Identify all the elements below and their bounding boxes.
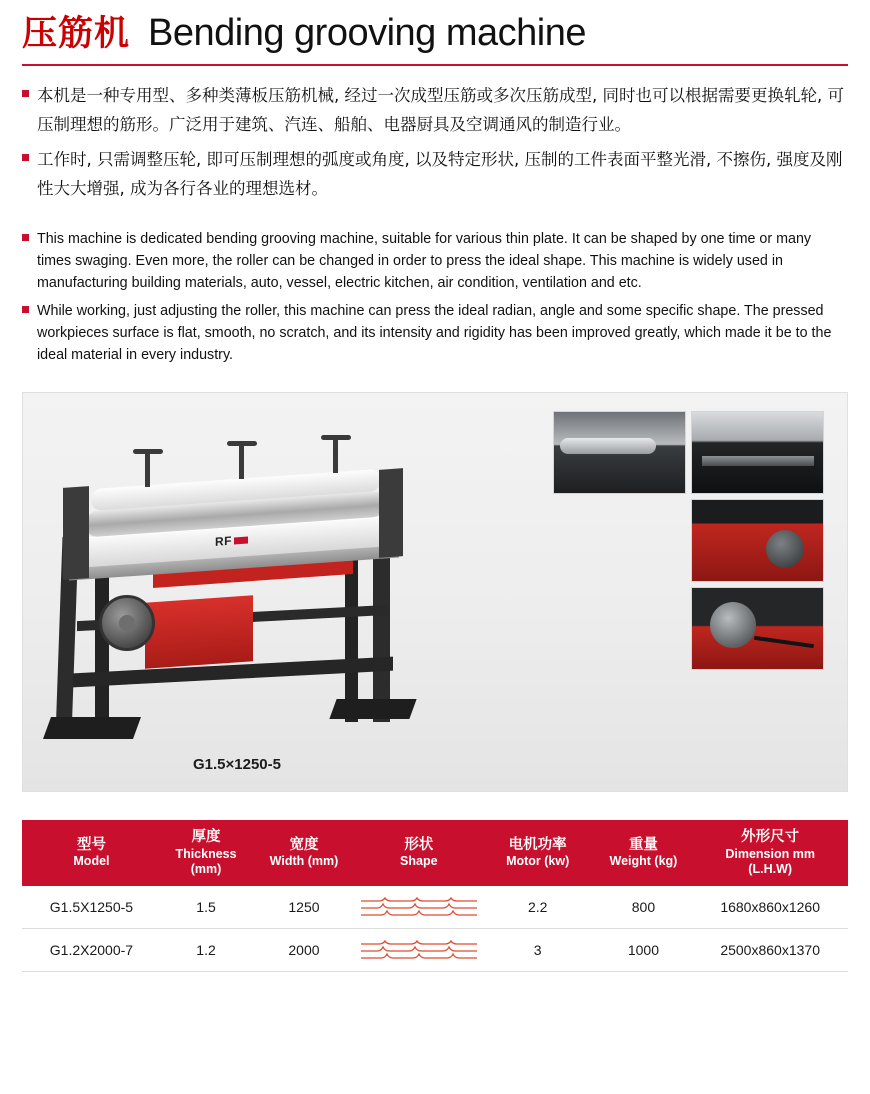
cell-weight: 800 bbox=[595, 886, 693, 929]
bullet-square-icon bbox=[22, 154, 29, 161]
cell-thickness: 1.2 bbox=[161, 928, 251, 971]
product-photo-panel bbox=[22, 392, 848, 792]
col-motor-en: Motor (kw) bbox=[506, 854, 570, 869]
wave-profile-icon bbox=[359, 939, 479, 961]
cell-dimension: 1680x860x1260 bbox=[692, 886, 848, 929]
machine-foot-left bbox=[43, 717, 141, 739]
col-weight-cn: 重量 bbox=[628, 837, 658, 854]
page-title-en: Bending grooving machine bbox=[148, 12, 586, 54]
machine-endplate-left bbox=[63, 487, 89, 581]
col-model-en: Model bbox=[73, 854, 110, 869]
col-width-cn: 宽度 bbox=[289, 837, 319, 854]
model-caption: G1.5×1250-5 bbox=[193, 756, 281, 774]
cell-width: 2000 bbox=[251, 928, 357, 971]
page-title-cn: 压筋机 bbox=[22, 14, 131, 54]
bullet-square-icon bbox=[22, 90, 29, 97]
cell-shape bbox=[357, 886, 481, 929]
machine-endplate-right bbox=[379, 469, 403, 559]
machine-handle-2 bbox=[239, 445, 244, 479]
col-model bbox=[22, 820, 161, 885]
col-weight bbox=[595, 820, 693, 885]
col-thickness-cn: 厚度 bbox=[191, 829, 221, 846]
machine-illustration bbox=[33, 417, 433, 747]
col-dimension-cn: 外形尺寸 bbox=[741, 829, 800, 846]
page-header bbox=[0, 0, 870, 52]
wave-profile-icon bbox=[359, 896, 479, 918]
col-width-en: Width (mm) bbox=[269, 854, 339, 869]
description-list-en bbox=[22, 228, 848, 367]
brand-logo-bar bbox=[234, 537, 248, 545]
bullet-square-icon bbox=[22, 234, 29, 241]
thumbnail-machine-side[interactable] bbox=[691, 411, 824, 494]
machine-handle-2-grip bbox=[227, 441, 257, 446]
col-thickness-unit: (mm) bbox=[190, 862, 222, 877]
cell-weight: 1000 bbox=[595, 928, 693, 971]
col-dimension-unit: (L.H.W) bbox=[748, 862, 793, 877]
specification-table bbox=[22, 820, 848, 971]
col-weight-en: Weight (kg) bbox=[609, 854, 678, 869]
col-thickness-en: Thickness bbox=[175, 846, 237, 861]
table-row bbox=[22, 928, 848, 971]
col-shape-cn: 形状 bbox=[404, 837, 434, 854]
thumbnail-roller-detail[interactable] bbox=[553, 411, 686, 494]
list-item bbox=[22, 146, 848, 204]
cell-width: 1250 bbox=[251, 886, 357, 929]
machine-leg-right bbox=[373, 532, 390, 722]
cell-thickness: 1.5 bbox=[161, 886, 251, 929]
col-width bbox=[251, 820, 357, 885]
table-header-row bbox=[22, 820, 848, 885]
col-motor-cn: 电机功率 bbox=[508, 837, 567, 854]
list-item bbox=[22, 300, 848, 366]
description-cn-2: 工作时, 只需调整压轮, 即可压制理想的弧度或角度, 以及特定形状, 压制的工件表面平整光滑, 不擦伤, 强度及刚性大大增强, 成为各行各业的理想选材。 bbox=[37, 149, 843, 198]
description-list-cn bbox=[22, 82, 848, 204]
col-thickness bbox=[161, 820, 251, 885]
cell-dimension: 2500x860x1370 bbox=[692, 928, 848, 971]
col-shape bbox=[357, 820, 481, 885]
machine-handle-3 bbox=[333, 439, 338, 473]
col-motor bbox=[481, 820, 595, 885]
cell-shape bbox=[357, 928, 481, 971]
table-row bbox=[22, 886, 848, 929]
spec-table-wrapper bbox=[22, 820, 848, 971]
machine-handle-1-grip bbox=[133, 449, 163, 454]
col-shape-en: Shape bbox=[400, 854, 438, 869]
machine-handle-3-grip bbox=[321, 435, 351, 440]
description-en-2: While working, just adjusting the roller, this machine can press the ideal radian, angle and some specific shape. The pressed workpieces surface is flat, smooth, no scratch, and its intensity and rigidity has been improved greatly, which made it be to the ideal material in every industry. bbox=[37, 302, 832, 364]
cell-model: G1.5X1250-5 bbox=[22, 886, 161, 929]
cell-motor: 2.2 bbox=[481, 886, 595, 929]
brand-logo-text: RF bbox=[215, 534, 232, 550]
machine-motor-cover bbox=[145, 596, 253, 670]
thumbnail-motor-housing[interactable] bbox=[691, 499, 824, 582]
col-dimension bbox=[692, 820, 848, 885]
cell-motor: 3 bbox=[481, 928, 595, 971]
bullet-square-icon bbox=[22, 306, 29, 313]
list-item bbox=[22, 228, 848, 294]
cell-model: G1.2X2000-7 bbox=[22, 928, 161, 971]
machine-handle-1 bbox=[145, 453, 150, 487]
col-model-cn: 型号 bbox=[76, 837, 106, 854]
machine-foot-right bbox=[329, 699, 416, 719]
header-divider bbox=[22, 64, 848, 66]
description-cn-1: 本机是一种专用型、多种类薄板压筋机械, 经过一次成型压筋或多次压筋成型, 同时也可以根据需要更换轧轮, 可压制理想的筋形。广泛用于建筑、汽连、船舶、电器厨具及空调通风的制造行业。 bbox=[37, 86, 844, 134]
thumbnail-control-cable[interactable] bbox=[691, 587, 824, 670]
list-item bbox=[22, 82, 848, 140]
description-en-1: This machine is dedicated bending grooving machine, suitable for various thin plate. It can be shaped by one time or many times swaging. Even more, the roller can be changed in order to press the ideal shape. This machine is widely used in manufacturing building materials, auto, vessel, electric kitchen, air condition, ventilation and etc. bbox=[37, 230, 812, 291]
col-dimension-en: Dimension mm bbox=[725, 846, 815, 861]
